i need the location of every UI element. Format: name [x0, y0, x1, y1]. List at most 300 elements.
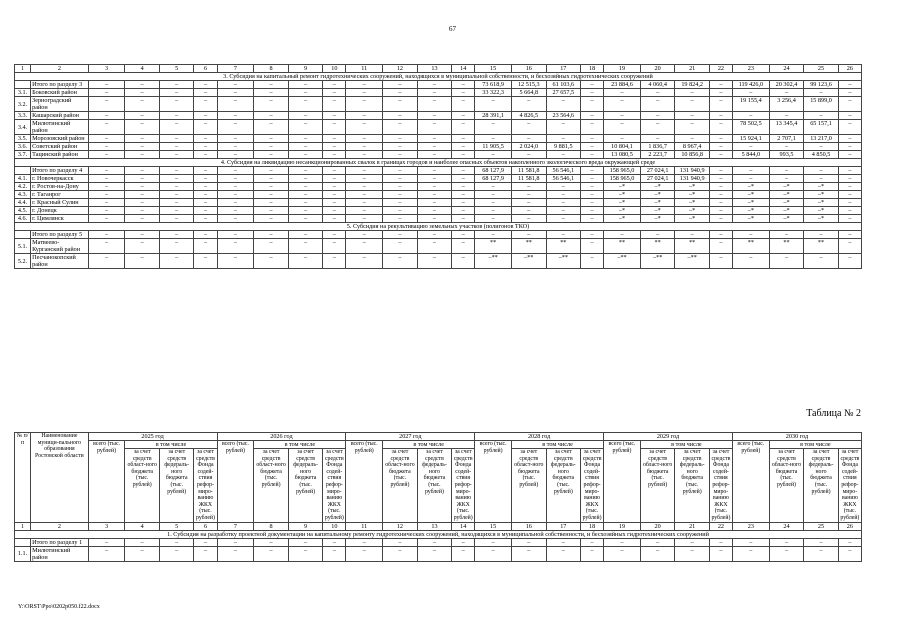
value-cell: – — [383, 207, 418, 215]
table-caption: Таблица № 2 — [806, 408, 861, 419]
value-cell: 4 060,4 — [640, 81, 675, 89]
row-number: 3.6. — [15, 143, 31, 151]
value-cell: – — [512, 151, 547, 159]
value-cell: – — [546, 135, 581, 143]
column-number: 13 — [417, 522, 452, 530]
value-cell: – — [217, 89, 254, 97]
value-cell: – — [288, 81, 323, 89]
value-cell: – — [88, 112, 125, 120]
value-cell: – — [581, 215, 604, 223]
value-cell: 4 850,5 — [804, 151, 839, 159]
column-number: 11 — [346, 65, 383, 73]
value-cell: – — [709, 97, 732, 112]
value-cell: – — [159, 215, 194, 223]
value-cell: –* — [804, 207, 839, 215]
value-cell: – — [383, 538, 418, 546]
column-number: 11 — [346, 522, 383, 530]
value-cell: – — [709, 143, 732, 151]
value-cell: – — [217, 167, 254, 175]
value-cell: – — [417, 167, 452, 175]
column-number: 18 — [581, 65, 604, 73]
value-cell: – — [88, 538, 125, 546]
value-cell: – — [452, 135, 475, 143]
value-cell: – — [452, 143, 475, 151]
value-cell: – — [452, 81, 475, 89]
value-cell: – — [194, 239, 217, 254]
value-cell: – — [383, 151, 418, 159]
value-cell: – — [769, 89, 804, 97]
value-cell: –* — [604, 207, 641, 215]
value-cell: – — [217, 81, 254, 89]
value-cell: – — [217, 538, 254, 546]
value-cell: – — [675, 120, 710, 135]
value-cell: – — [323, 112, 346, 120]
value-cell: – — [475, 215, 512, 223]
value-cell: – — [838, 167, 861, 175]
value-cell: – — [640, 89, 675, 97]
value-cell: 13 345,4 — [769, 120, 804, 135]
table-row — [15, 175, 862, 183]
value-cell: – — [383, 89, 418, 97]
value-cell: – — [346, 239, 383, 254]
value-cell: – — [452, 191, 475, 199]
header-row-including — [15, 441, 862, 449]
value-cell: – — [159, 97, 194, 112]
value-cell: – — [546, 120, 581, 135]
value-cell: – — [546, 199, 581, 207]
value-cell: – — [452, 546, 475, 561]
value-cell: – — [709, 112, 732, 120]
municipality-name: Зерноградский район — [31, 97, 89, 112]
footer-file-path: Y:\ORST\Ppo\0202p050.f22.docx — [18, 604, 100, 610]
value-cell: – — [709, 81, 732, 89]
value-cell: – — [288, 151, 323, 159]
table-row — [15, 183, 862, 191]
value-cell: – — [346, 231, 383, 239]
value-cell: – — [288, 239, 323, 254]
table-row — [15, 546, 862, 561]
value-cell: – — [804, 254, 839, 269]
value-cell: – — [88, 231, 125, 239]
header-row-years — [15, 433, 862, 441]
value-cell: – — [640, 120, 675, 135]
value-cell: – — [804, 231, 839, 239]
header-including: в том числе — [512, 441, 604, 449]
value-cell: 10 856,8 — [675, 151, 710, 159]
value-cell: – — [323, 231, 346, 239]
value-cell: – — [125, 175, 160, 183]
value-cell: – — [732, 254, 769, 269]
value-cell: –** — [675, 254, 710, 269]
value-cell: – — [604, 120, 641, 135]
value-cell: – — [769, 175, 804, 183]
value-cell: – — [581, 120, 604, 135]
header-funding-source: за счет средств федераль-ного бюджета (тыс. рублей) — [804, 449, 839, 523]
municipality-name: Милютинский район — [31, 546, 89, 561]
value-cell: 15 924,1 — [732, 135, 769, 143]
value-cell: – — [838, 199, 861, 207]
value-cell: – — [604, 538, 641, 546]
column-number: 23 — [732, 65, 769, 73]
value-cell: 23 564,6 — [546, 112, 581, 120]
value-cell: – — [217, 215, 254, 223]
value-cell: – — [159, 89, 194, 97]
value-cell: – — [323, 183, 346, 191]
value-cell: –* — [804, 183, 839, 191]
value-cell: 10 804,1 — [604, 143, 641, 151]
value-cell: – — [217, 112, 254, 120]
value-cell: – — [383, 135, 418, 143]
column-number: 21 — [675, 522, 710, 530]
header-funding-source: за счет средств Фонда содей-ствия рефор-миро-ванию ЖКХ (тыс. рублей) — [709, 449, 732, 523]
value-cell: – — [346, 183, 383, 191]
header-funding-source: за счет средств област-ного бюджета (тыс. рублей) — [125, 449, 160, 523]
value-cell: – — [383, 239, 418, 254]
value-cell: –* — [769, 199, 804, 207]
value-cell: – — [709, 199, 732, 207]
value-cell: – — [604, 135, 641, 143]
value-cell: – — [732, 143, 769, 151]
column-number: 9 — [288, 522, 323, 530]
municipality-name: Итого по разделу 1 — [31, 538, 89, 546]
column-number: 18 — [581, 522, 604, 530]
municipality-name: Милютинский район — [31, 120, 89, 135]
value-cell: – — [159, 81, 194, 89]
value-cell: – — [581, 207, 604, 215]
value-cell: – — [217, 231, 254, 239]
row-number: 3.3. — [15, 112, 31, 120]
header-funding-source: за счет средств Фонда содей-ствия рефор-миро-ванию ЖКХ (тыс. рублей) — [323, 449, 346, 523]
value-cell: – — [838, 143, 861, 151]
value-cell: – — [346, 199, 383, 207]
value-cell: – — [323, 191, 346, 199]
value-cell: – — [417, 97, 452, 112]
value-cell: – — [383, 215, 418, 223]
value-cell: – — [675, 89, 710, 97]
municipality-name: г. Донецк — [31, 207, 89, 215]
value-cell: 4 826,5 — [512, 112, 547, 120]
value-cell: – — [88, 120, 125, 135]
value-cell: – — [709, 89, 732, 97]
value-cell: – — [217, 135, 254, 143]
header-including: в том числе — [640, 441, 732, 449]
municipality-name: Морозовский район — [31, 135, 89, 143]
value-cell: – — [125, 135, 160, 143]
value-cell: ** — [604, 239, 641, 254]
header-including: в том числе — [383, 441, 475, 449]
value-cell: – — [346, 135, 383, 143]
value-cell: – — [838, 215, 861, 223]
row-number: 3.4. — [15, 120, 31, 135]
table-row — [15, 199, 862, 207]
column-number: 5 — [159, 65, 194, 73]
value-cell: –* — [732, 191, 769, 199]
value-cell: – — [512, 120, 547, 135]
column-number-row — [15, 522, 862, 530]
value-cell: – — [640, 135, 675, 143]
row-number: 4.6. — [15, 215, 31, 223]
value-cell: 99 123,6 — [804, 81, 839, 89]
value-cell: – — [254, 89, 289, 97]
value-cell: – — [194, 207, 217, 215]
value-cell: – — [417, 112, 452, 120]
value-cell: – — [254, 135, 289, 143]
value-cell: – — [288, 183, 323, 191]
municipality-name: г. Новочеркасск — [31, 175, 89, 183]
section-title: 5. Субсидия на рекультивацию земельных участков (полигонов ТКО) — [15, 223, 862, 231]
value-cell: – — [254, 254, 289, 269]
value-cell: – — [709, 215, 732, 223]
value-cell: – — [323, 81, 346, 89]
header-funding-source: за счет средств федераль-ного бюджета (тыс. рублей) — [417, 449, 452, 523]
value-cell: – — [254, 120, 289, 135]
value-cell: – — [709, 546, 732, 561]
value-cell: – — [383, 546, 418, 561]
value-cell: – — [194, 231, 217, 239]
value-cell: – — [581, 167, 604, 175]
value-cell: –* — [640, 183, 675, 191]
value-cell: – — [383, 112, 418, 120]
column-number: 6 — [194, 522, 217, 530]
value-cell: – — [581, 254, 604, 269]
column-number: 26 — [838, 65, 861, 73]
value-cell: –* — [640, 215, 675, 223]
column-number: 25 — [804, 522, 839, 530]
value-cell: – — [254, 207, 289, 215]
value-cell: – — [346, 112, 383, 120]
value-cell: – — [346, 538, 383, 546]
header-funding-source: за счет средств федераль-ного бюджета (тыс. рублей) — [159, 449, 194, 523]
value-cell: – — [838, 183, 861, 191]
value-cell: – — [194, 143, 217, 151]
value-cell: – — [323, 215, 346, 223]
value-cell: –* — [604, 191, 641, 199]
column-number: 26 — [838, 522, 861, 530]
value-cell: – — [417, 151, 452, 159]
value-cell: – — [125, 254, 160, 269]
value-cell: – — [512, 231, 547, 239]
column-number: 8 — [254, 522, 289, 530]
value-cell: –* — [675, 191, 710, 199]
value-cell: –* — [769, 191, 804, 199]
value-cell: 78 502,5 — [732, 120, 769, 135]
value-cell: – — [125, 97, 160, 112]
value-cell: – — [254, 81, 289, 89]
value-cell: – — [159, 207, 194, 215]
value-cell: – — [640, 231, 675, 239]
column-number: 16 — [512, 65, 547, 73]
value-cell: – — [159, 135, 194, 143]
municipality-name: Кашарский район — [31, 112, 89, 120]
value-cell: – — [125, 167, 160, 175]
value-cell: – — [159, 183, 194, 191]
value-cell: – — [417, 199, 452, 207]
value-cell: – — [417, 538, 452, 546]
municipality-name: Итого по разделу 4 — [31, 167, 89, 175]
value-cell: – — [323, 143, 346, 151]
value-cell: – — [581, 183, 604, 191]
value-cell: – — [346, 215, 383, 223]
value-cell: – — [323, 135, 346, 143]
value-cell: –* — [675, 183, 710, 191]
column-number: 24 — [769, 522, 804, 530]
value-cell: –* — [732, 183, 769, 191]
value-cell: – — [452, 151, 475, 159]
value-cell: –* — [675, 207, 710, 215]
value-cell: –* — [675, 199, 710, 207]
value-cell: – — [194, 199, 217, 207]
value-cell: – — [417, 207, 452, 215]
value-cell: – — [88, 546, 125, 561]
table-row — [15, 167, 862, 175]
table-row — [15, 120, 862, 135]
value-cell: – — [581, 97, 604, 112]
header-total: всего (тыс. рублей) — [732, 441, 769, 523]
value-cell: – — [88, 89, 125, 97]
row-number: 4.4. — [15, 199, 31, 207]
value-cell: 12 515,3 — [512, 81, 547, 89]
value-cell: –* — [604, 183, 641, 191]
value-cell: – — [732, 538, 769, 546]
value-cell: –** — [475, 254, 512, 269]
header-funding-source: за счет средств Фонда содей-ствия рефор-миро-ванию ЖКХ (тыс. рублей) — [194, 449, 217, 523]
value-cell: – — [288, 254, 323, 269]
column-number: 24 — [769, 65, 804, 73]
value-cell: 993,5 — [769, 151, 804, 159]
value-cell: – — [288, 97, 323, 112]
value-cell: – — [581, 151, 604, 159]
value-cell: – — [675, 546, 710, 561]
value-cell: 119 426,0 — [732, 81, 769, 89]
value-cell: – — [88, 215, 125, 223]
value-cell: – — [417, 89, 452, 97]
value-cell: – — [709, 207, 732, 215]
value-cell: 2 707,1 — [769, 135, 804, 143]
value-cell: – — [194, 89, 217, 97]
value-cell: – — [383, 167, 418, 175]
value-cell: –* — [604, 215, 641, 223]
value-cell: – — [254, 231, 289, 239]
value-cell: – — [604, 546, 641, 561]
value-cell: – — [709, 167, 732, 175]
row-number — [15, 538, 31, 546]
column-number: 25 — [804, 65, 839, 73]
value-cell: – — [254, 151, 289, 159]
column-number: 23 — [732, 522, 769, 530]
value-cell: – — [640, 112, 675, 120]
value-cell: – — [452, 89, 475, 97]
header-funding-source: за счет средств Фонда содей-ствия рефор-миро-ванию ЖКХ (тыс. рублей) — [838, 449, 861, 523]
section-title: 3. Субсидия на капитальный ремонт гидротехнических сооружений, находящихся в муниципальной собственности, и бесхозяйных гидротехнических сооружений — [15, 73, 862, 81]
value-cell: – — [417, 143, 452, 151]
value-cell: – — [475, 97, 512, 112]
table-row — [15, 151, 862, 159]
value-cell: – — [512, 191, 547, 199]
header-total: всего (тыс. рублей) — [604, 441, 641, 523]
value-cell: – — [159, 239, 194, 254]
value-cell: – — [383, 199, 418, 207]
value-cell: – — [417, 231, 452, 239]
column-number: 13 — [417, 65, 452, 73]
value-cell: – — [838, 175, 861, 183]
value-cell: – — [581, 546, 604, 561]
value-cell: – — [417, 183, 452, 191]
row-number: 5.2. — [15, 254, 31, 269]
value-cell: – — [254, 175, 289, 183]
table-row — [15, 239, 862, 254]
value-cell: ** — [675, 239, 710, 254]
value-cell: 23 884,6 — [604, 81, 641, 89]
value-cell: – — [475, 546, 512, 561]
value-cell: – — [194, 254, 217, 269]
value-cell: 2 223,7 — [640, 151, 675, 159]
value-cell: –** — [604, 254, 641, 269]
value-cell: – — [512, 135, 547, 143]
row-number — [15, 231, 31, 239]
value-cell: 27 024,1 — [640, 175, 675, 183]
value-cell: – — [383, 81, 418, 89]
value-cell: – — [88, 239, 125, 254]
value-cell: – — [709, 183, 732, 191]
value-cell: –* — [732, 207, 769, 215]
row-number: 1.1. — [15, 546, 31, 561]
section-row — [15, 73, 862, 81]
header-funding-source: за счет средств област-ного бюджета (тыс. рублей) — [383, 449, 418, 523]
value-cell: – — [546, 97, 581, 112]
section-title: 1. Субсидия на разработку проектной документации на капитальному ремонту гидротехнических сооружений, находящихся в муниципальной собственности, и бесхозяйных гидротехнических сооружений — [15, 530, 862, 538]
value-cell: – — [838, 151, 861, 159]
value-cell: ** — [512, 239, 547, 254]
value-cell: – — [346, 254, 383, 269]
table-row — [15, 81, 862, 89]
value-cell: – — [346, 89, 383, 97]
value-cell: –* — [804, 215, 839, 223]
table-row — [15, 135, 862, 143]
value-cell: – — [159, 254, 194, 269]
value-cell: – — [194, 112, 217, 120]
column-number: 10 — [323, 65, 346, 73]
value-cell: – — [217, 254, 254, 269]
value-cell: – — [323, 254, 346, 269]
value-cell: –* — [769, 215, 804, 223]
value-cell: – — [546, 546, 581, 561]
value-cell: – — [88, 135, 125, 143]
value-cell: – — [194, 97, 217, 112]
column-number: 21 — [675, 65, 710, 73]
value-cell: – — [417, 546, 452, 561]
column-number: 6 — [194, 65, 217, 73]
value-cell: – — [254, 183, 289, 191]
column-number: 2 — [31, 65, 89, 73]
value-cell: – — [254, 143, 289, 151]
value-cell: – — [512, 97, 547, 112]
value-cell: – — [709, 231, 732, 239]
value-cell: – — [88, 175, 125, 183]
header-funding-source: за счет средств област-ного бюджета (тыс. рублей) — [512, 449, 547, 523]
value-cell: – — [838, 239, 861, 254]
value-cell: – — [581, 191, 604, 199]
value-cell: – — [288, 199, 323, 207]
municipality-name: Матвеево-Курганский район — [31, 239, 89, 254]
value-cell: 15 899,0 — [804, 97, 839, 112]
value-cell: – — [323, 175, 346, 183]
value-cell: – — [254, 97, 289, 112]
value-cell: – — [125, 199, 160, 207]
value-cell: – — [159, 191, 194, 199]
table-row — [15, 97, 862, 112]
value-cell: – — [475, 538, 512, 546]
table-row — [15, 191, 862, 199]
